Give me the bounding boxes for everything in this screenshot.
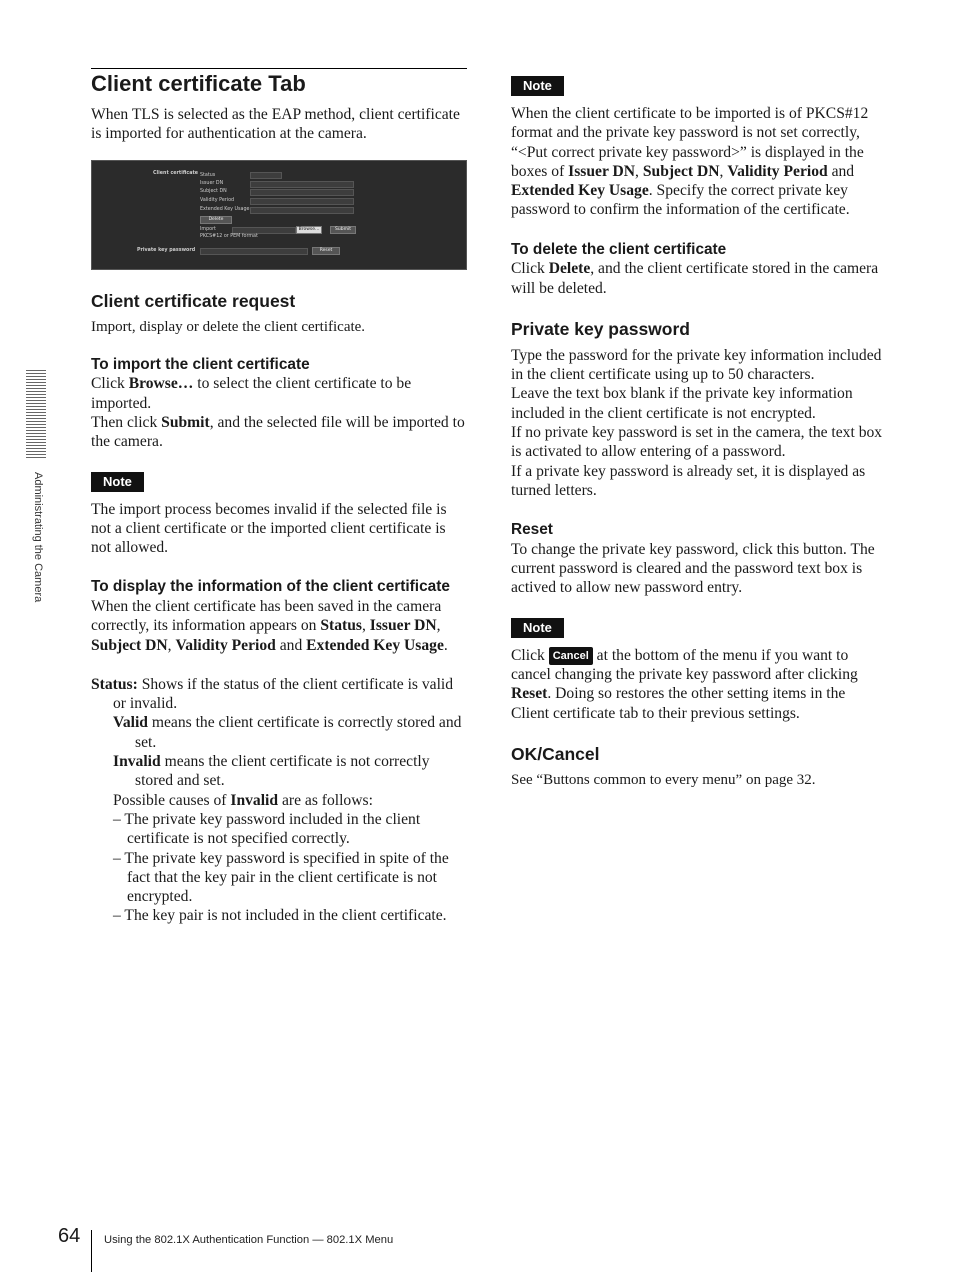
display-validity: Validity Period [175, 636, 276, 654]
note-badge: Note [511, 618, 564, 638]
side-tab-marker [26, 370, 46, 460]
footer-text: Using the 802.1X Authentication Function — 802.1X Menu [104, 1234, 394, 1246]
note1-a: When the client certificate to be imported is of PKCS#12 format and the private key password is not set correctly, “<Put correct private key password>” is displayed in the boxes of [511, 105, 869, 180]
status-text: Shows if the status of the client certificate is valid or invalid. [113, 675, 454, 713]
footer-divider [91, 1230, 92, 1272]
display-p1: When the client certificate has been saved in the camera correctly, its information appears on [91, 597, 442, 635]
pkp-text-3: If no private key password is set in the camera, the text box is activated to allow entering of a password. [511, 424, 883, 461]
import-then: Then click [91, 413, 162, 431]
import-click: Click [91, 375, 129, 393]
page-title: Client certificate Tab [91, 68, 467, 97]
shot-format: PKCS#12 or PEM format [200, 233, 258, 239]
display-and: and [275, 636, 307, 654]
invalid-definition [91, 752, 467, 791]
client-certificate-screenshot [91, 160, 467, 270]
shot-delete-button: Delete [200, 216, 232, 224]
shot-browse-button: Browse... [296, 226, 322, 234]
reset-heading: Reset [511, 521, 553, 539]
causes-a: Possible causes of [113, 791, 231, 809]
import-browse: Browse… [128, 375, 194, 393]
invalid-text: means the client certificate is not correctly stored and set. [135, 753, 430, 790]
display-subject: Subject DN [91, 636, 168, 654]
shot-validity: Validity Period [200, 197, 235, 203]
shot-import: Import [200, 226, 216, 232]
cancel-note-text [511, 646, 887, 723]
import-p2: , and the selected file will be imported to the camera. [91, 413, 465, 451]
note-badge: Note [91, 472, 144, 492]
intro-text: When TLS is selected as the EAP method, client certificate is imported for authentication at the camera. [91, 106, 460, 143]
shot-status: Status [200, 172, 216, 178]
status-label: Status: [91, 675, 138, 693]
invalid-label: Invalid [113, 753, 161, 771]
right-column [511, 76, 887, 790]
note1-subject: Subject DN [642, 162, 720, 180]
shot-pkp: Private key password [137, 247, 196, 253]
shot-status-field [250, 172, 282, 179]
pkp-text-1: Type the password for the private key information included in the client certificate using up to 50 characters. [511, 346, 882, 384]
display-text: When the client certificate has been saved in the camera correctly, its information appears on Status, Issuer DN, Subject DN, Validity Period and Extended Key Usage. [91, 597, 448, 654]
note2-b: . Doing so restores the other setting items in the Client certificate tab to their previous settings. [511, 685, 846, 722]
shot-heading: Client certificate [153, 170, 199, 176]
display-status: Status [320, 617, 362, 635]
causes-c: are as follows: [278, 791, 373, 809]
shot-validity-field [250, 198, 354, 205]
delete-bold: Delete [548, 260, 591, 278]
display-heading: To display the information of the client certificate [91, 578, 450, 596]
import-text [91, 374, 467, 451]
note-badge: Note [511, 76, 564, 96]
request-text: Import, display or delete the client certificate. [91, 318, 366, 335]
valid-definition [91, 713, 467, 752]
valid-text: means the client certificate is correctly stored and set. [135, 714, 462, 751]
left-column [91, 68, 467, 926]
valid-label: Valid [113, 714, 148, 732]
import-heading: To import the client certificate [91, 355, 310, 373]
shot-usage: Extended Key Usage [200, 206, 250, 212]
ok-cancel-text: See “Buttons common to every menu” on page 32. [511, 771, 816, 788]
import-p1: to select the client certificate to be imported. [91, 375, 412, 412]
note1-validity: Validity Period [727, 162, 828, 180]
display-usage: Extended Key Usage [306, 636, 444, 654]
note2-a: at the bottom of the menu if you want to cancel changing the private key password after clicking [511, 646, 858, 683]
display-issuer: Issuer DN [369, 617, 437, 635]
side-label: Administrating the Camera [32, 472, 44, 603]
note-text: The import process becomes invalid if the selected file is not a client certificate or the imported client certificate is not allowed. [91, 500, 447, 557]
ok-cancel-heading: OK/Cancel [511, 743, 600, 764]
shot-import-field [232, 227, 296, 234]
import-submit: Submit [161, 413, 210, 431]
cause-item: – The private key password is specified in spite of the fact that the key pair in the client certificate is not encrypted. [113, 849, 449, 906]
shot-issuer: Issuer DN [200, 180, 224, 186]
note2-reset: Reset [511, 685, 548, 703]
delete-heading: To delete the client certificate [511, 240, 727, 258]
pkp-heading: Private key password [511, 318, 690, 339]
shot-usage-field [250, 207, 354, 214]
note1-b: . Specify the correct private key password to confirm the information of the certificate. [511, 182, 850, 219]
cause-item: – The private key password included in the client certificate is not specified correctly. [113, 810, 421, 848]
pkp-text-2: Leave the text box blank if the private key information included in the client certificate is not encrypted. [511, 385, 853, 422]
shot-pkp-field [200, 248, 308, 255]
reset-text: To change the private key password, click this button. The current password is cleared and the password text box is actived to allow new password entry. [511, 540, 875, 597]
shot-subject-field [250, 189, 354, 196]
note1-issuer: Issuer DN [568, 162, 636, 180]
status-definition [91, 675, 467, 714]
delete-click: Click [511, 260, 549, 278]
shot-submit-button: Submit [330, 226, 356, 234]
shot-subject: Subject DN [200, 188, 227, 194]
note2-click: Click [511, 646, 549, 664]
pkcs-note-text: When the client certificate to be imported is of PKCS#12 format and the private key password is not set correctly, “<Put correct private key password>” is displayed in the boxes of Issuer DN, Subject DN, Validity Period and Extended Key Usage. Specify the correct private key password to confirm the information of the certificate. [511, 105, 869, 219]
pkp-text-4: If a private key password is already set, it is displayed as turned letters. [511, 462, 866, 499]
delete-text [511, 259, 887, 298]
page-number: 64 [58, 1225, 81, 1247]
note1-and: and [827, 162, 855, 180]
delete-rest: , and the client certificate stored in the camera will be deleted. [511, 260, 879, 297]
cancel-button-image: Cancel [549, 647, 593, 665]
causes-intro [91, 791, 467, 810]
shot-issuer-field [250, 181, 354, 188]
shot-reset-button: Reset [312, 247, 340, 255]
note1-usage: Extended Key Usage [511, 182, 649, 200]
cause-item: – The key pair is not included in the client certificate. [113, 907, 447, 925]
request-heading: Client certificate request [91, 290, 296, 311]
causes-b: Invalid [230, 791, 279, 809]
